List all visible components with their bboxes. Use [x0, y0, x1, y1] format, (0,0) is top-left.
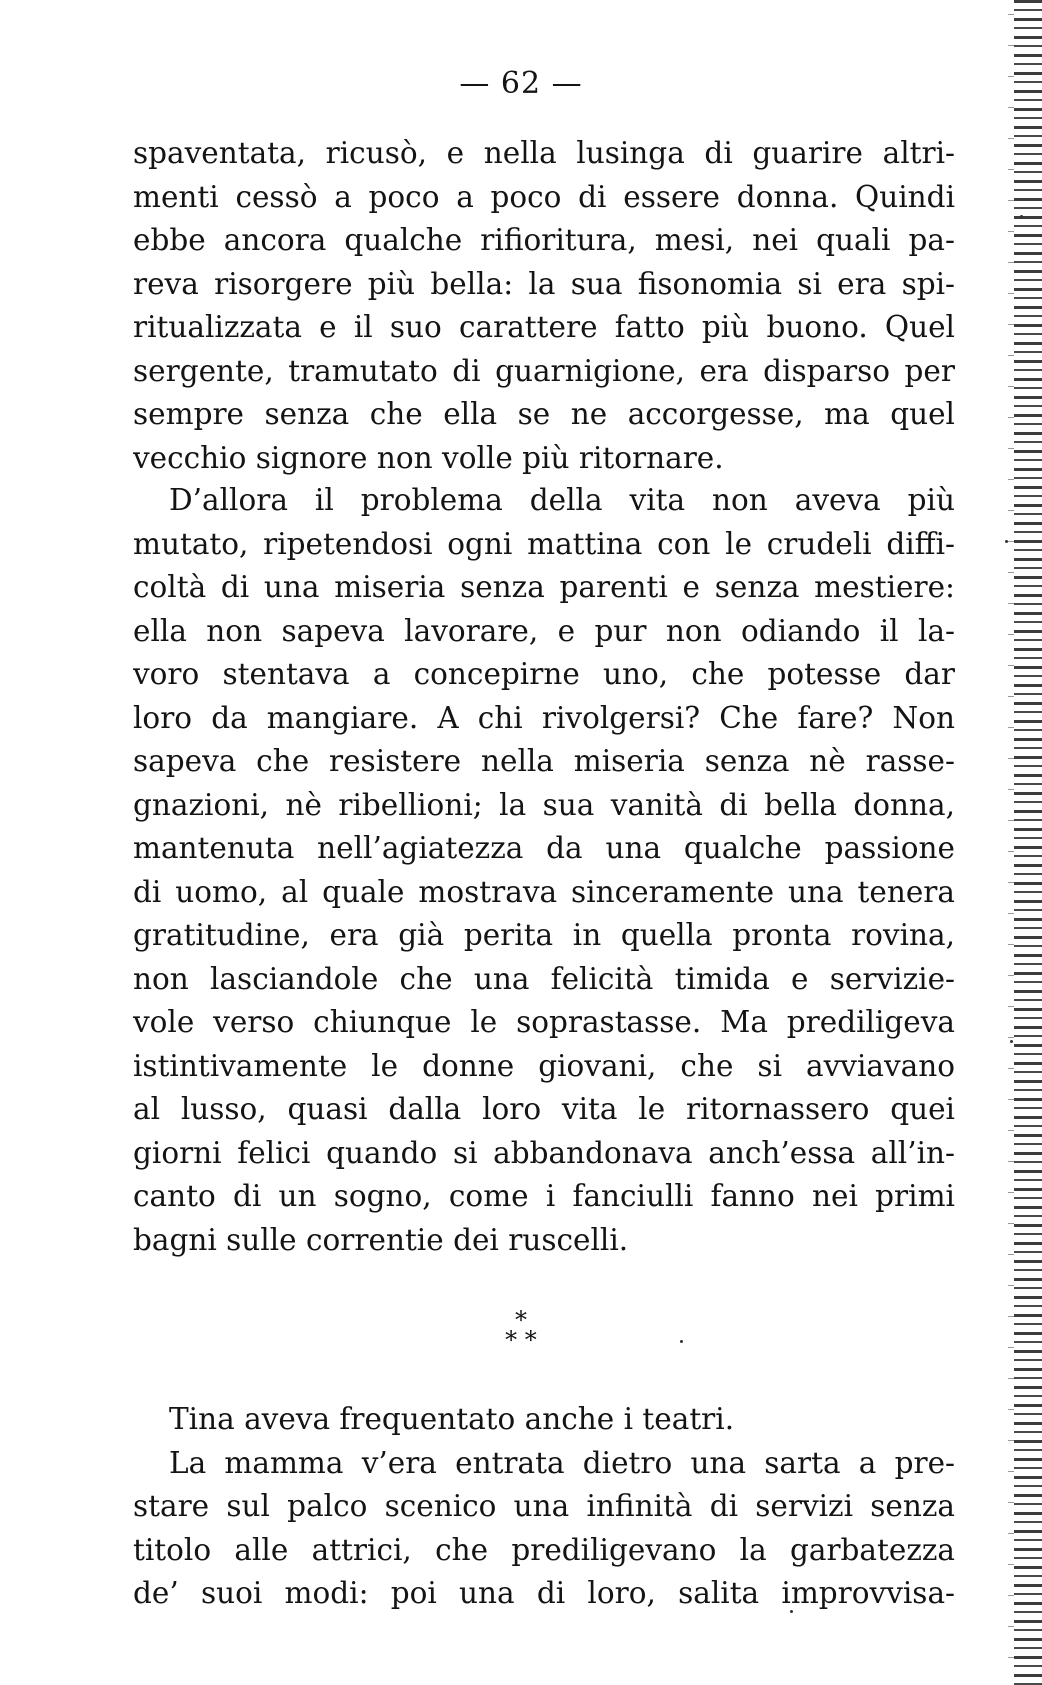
- scan-edge-artifact: [1014, 0, 1042, 1685]
- text-line: loro da mangiare. A chi rivolgersi? Che fare? Non: [133, 700, 955, 735]
- text-line: ritualizzata e il suo carattere fatto più buono. Quel: [133, 310, 955, 344]
- paragraph-2: [133, 479, 955, 1262]
- text-line: voro stentava a concepirne uno, che potesse dar: [133, 657, 955, 691]
- scan-speck: [1020, 215, 1023, 218]
- text-line: reva risorgere più bella: la sua fisonomia si era spi-: [133, 266, 955, 301]
- text-line: di uomo, al quale mostrava sinceramente una tenera: [133, 874, 955, 909]
- scan-speck: [790, 1610, 793, 1613]
- text-line: ella non sapeva lavorare, e pur non odiando il la-: [133, 613, 955, 648]
- text-line: stare sul palco scenico una infinità di servizi senza: [133, 1489, 955, 1523]
- text-line: non lasciandole che una felicità timida e servizie-: [133, 961, 955, 996]
- text-line: titolo alle attrici, che prediligevano la garbatezza: [133, 1532, 955, 1567]
- separator-stars-bottom: * *: [505, 1326, 537, 1354]
- text-line: ebbe ancora qualche rifioritura, mesi, nei quali pa-: [133, 223, 955, 257]
- text-line: vole verso chiunque le soprastasse. Ma prediligeva: [133, 1005, 955, 1039]
- text-line: sempre senza che ella se ne accorgesse, ma quel: [133, 397, 955, 431]
- scan-speck: [680, 1340, 683, 1343]
- separator-star-top: *: [515, 1306, 527, 1334]
- text-line: al lusso, quasi dalla loro vita le ritornassero quei: [133, 1092, 955, 1126]
- text-line: mutato, ripetendosi ogni mattina con le crudeli diffi-: [133, 526, 955, 561]
- paragraph-1: [133, 132, 955, 480]
- text-line: Tina aveva frequentato anche i teatri.: [169, 1402, 735, 1436]
- text-line: gratitudine, era già perita in quella pronta rovina,: [133, 918, 955, 952]
- text-line: menti cessò a poco a poco di essere donna. Quindi: [133, 179, 955, 214]
- text-line: giorni felici quando si abbandonava anch’essa all’in-: [133, 1135, 955, 1170]
- text-line: sapeva che resistere nella miseria senza nè rasse-: [133, 744, 955, 778]
- text-line: bagni sulle correntie dei ruscelli.: [133, 1222, 629, 1257]
- text-line: canto di un sogno, come i fanciulli fanno nei primi: [133, 1179, 955, 1213]
- page-number: — 62 —: [459, 66, 583, 101]
- text-line: spaventata, ricusò, e nella lusinga di guarire altri-: [133, 136, 955, 170]
- text-line: gnazioni, nè ribellioni; la sua vanità di bella donna,: [133, 787, 955, 822]
- section-separator: [0, 1306, 1042, 1354]
- text-line: de’ suoi modi: poi una di loro, salita improvvisa-: [133, 1576, 955, 1610]
- text-line: mantenuta nell’agiatezza da una qualche passione: [133, 831, 955, 865]
- text-line: coltà di una miseria senza parenti e senza mestiere:: [133, 570, 955, 604]
- scan-speck: [1005, 540, 1008, 543]
- paragraph-3: [133, 1398, 955, 1616]
- scan-speck: [1010, 1040, 1013, 1043]
- text-line: istintivamente le donne giovani, che si avviavano: [133, 1048, 955, 1083]
- text-line: vecchio signore non volle più ritornare.: [133, 440, 724, 475]
- text-line: La mamma v’era entrata dietro una sarta a pre-: [169, 1445, 955, 1480]
- text-line: D’allora il problema della vita non aveva più: [169, 483, 955, 517]
- text-line: sergente, tramutato di guarnigione, era disparso per: [133, 353, 955, 388]
